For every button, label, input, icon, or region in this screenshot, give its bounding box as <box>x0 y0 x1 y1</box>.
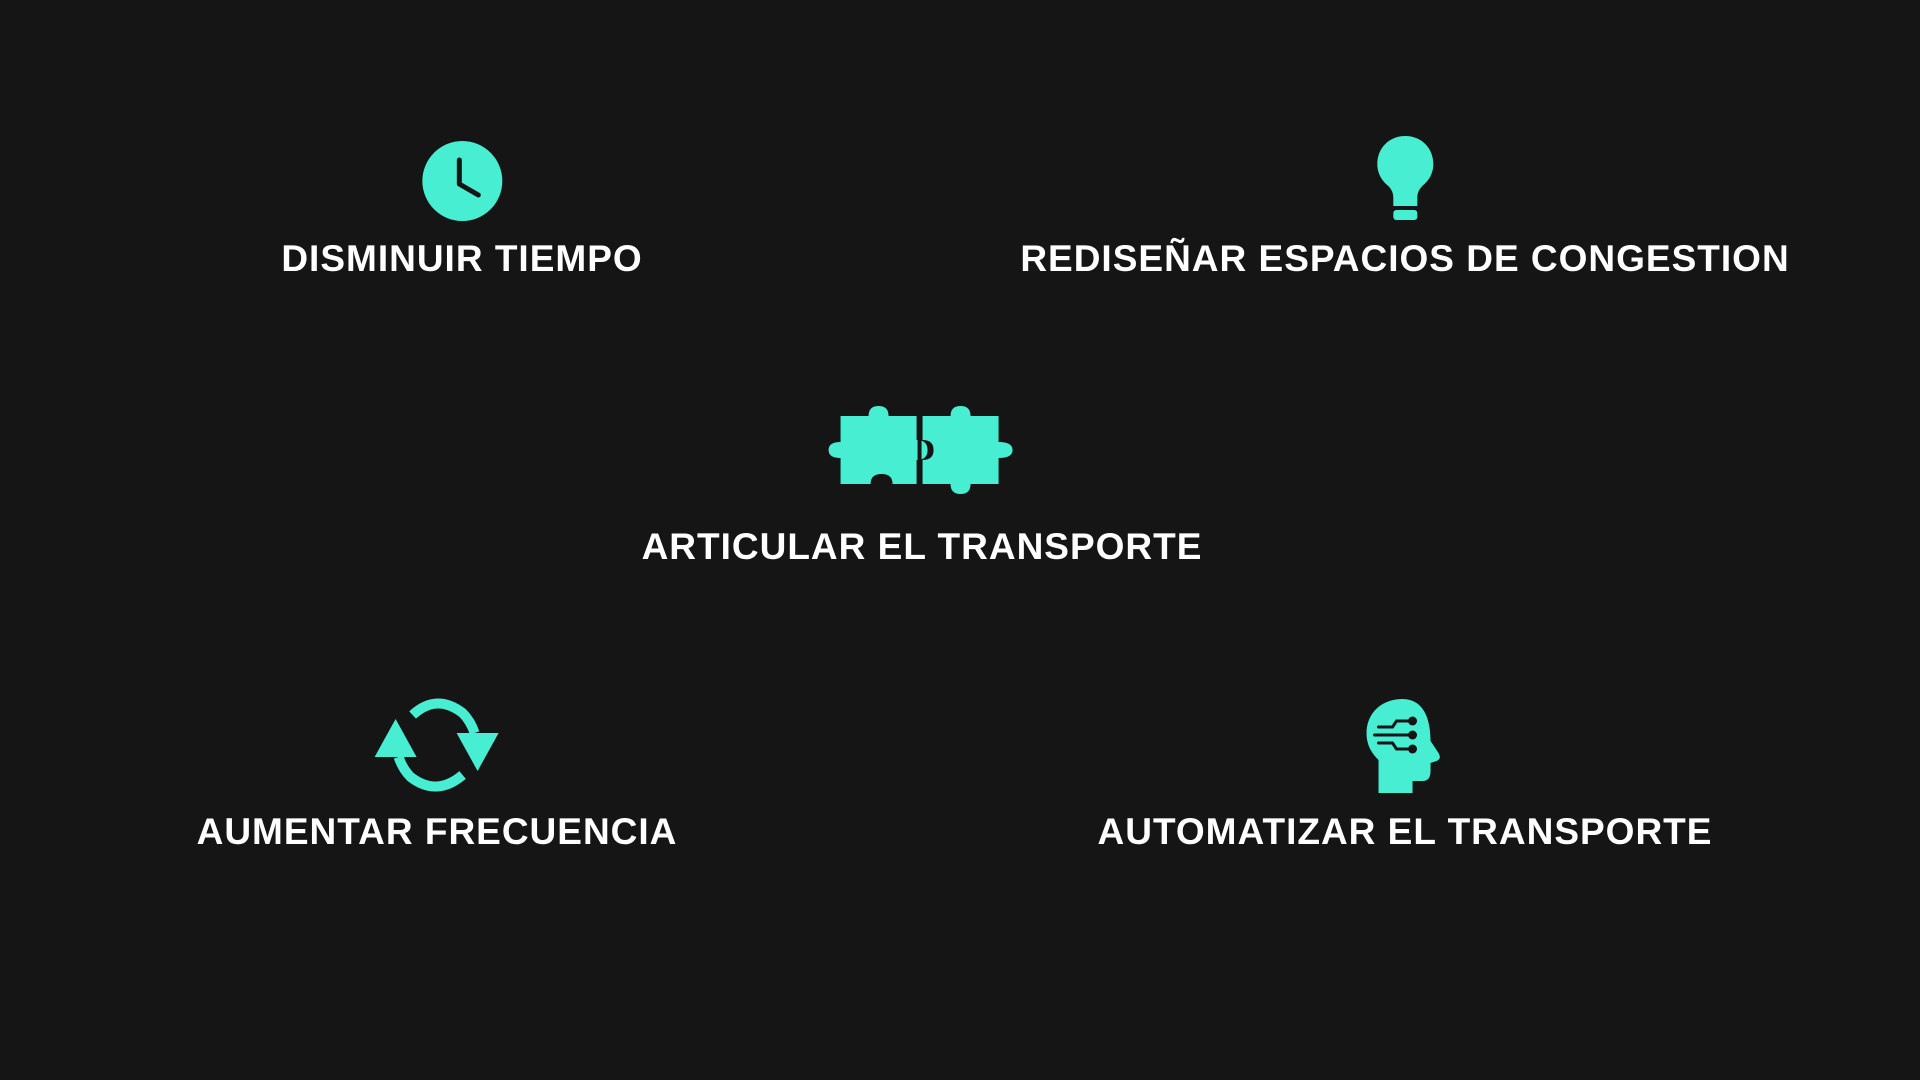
item-aumentar-frecuencia <box>197 685 678 850</box>
ai-head-icon <box>1363 685 1447 795</box>
item-label: DISMINUIR TIEMPO <box>281 238 643 279</box>
refresh-icon <box>371 685 503 795</box>
item-articular-transporte <box>642 400 1203 565</box>
item-label: ARTICULAR EL TRANSPORTE <box>641 526 1203 567</box>
item-redisenar-espacios <box>1020 112 1789 277</box>
item-label: REDISEÑAR ESPACIOS DE CONGESTION <box>1020 238 1790 279</box>
item-label: AUTOMATIZAR EL TRANSPORTE <box>1097 811 1713 852</box>
item-automatizar-transporte <box>1098 685 1713 850</box>
puzzle-icon <box>827 400 1017 510</box>
item-disminuir-tiempo <box>281 112 642 277</box>
lightbulb-icon <box>1374 112 1436 222</box>
clock-icon <box>421 112 503 222</box>
item-label: AUMENTAR FRECUENCIA <box>196 811 678 852</box>
